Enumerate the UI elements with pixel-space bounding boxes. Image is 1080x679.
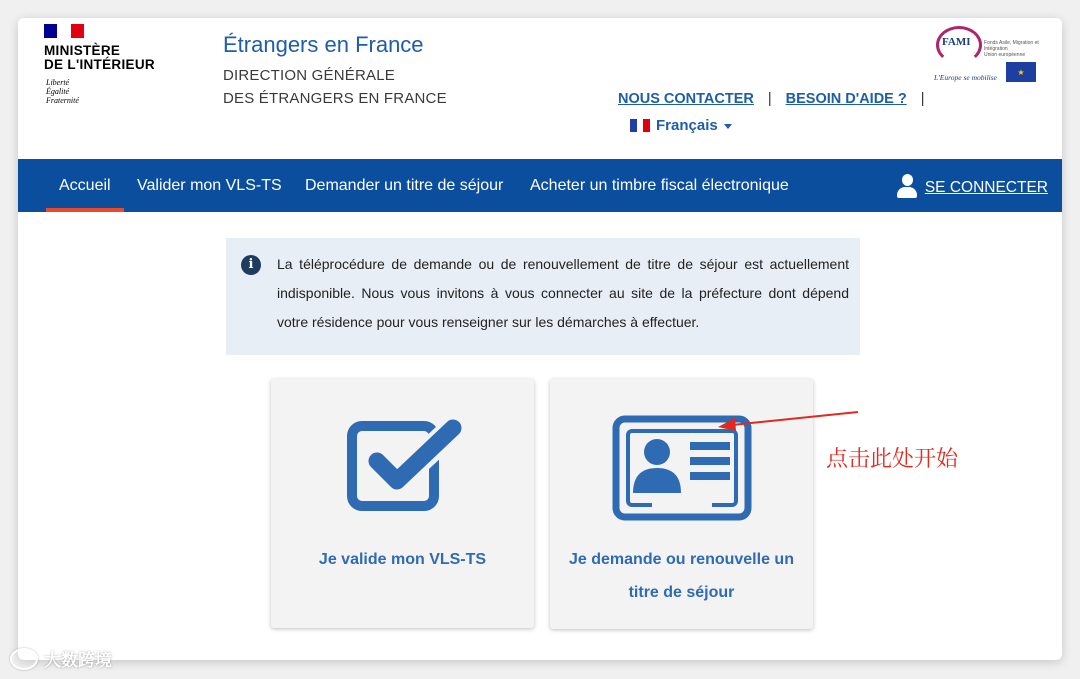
nav-item-accueil[interactable]: Accueil <box>59 159 111 212</box>
notice-box <box>226 238 860 355</box>
language-label: Français <box>656 117 718 134</box>
fami-logo <box>934 24 1044 84</box>
french-flag-icon <box>44 24 84 38</box>
language-selector[interactable] <box>630 117 732 134</box>
watermark <box>10 646 112 671</box>
tile-valider-vls-ts[interactable] <box>271 379 534 628</box>
annotation-text: 点击此处开始 <box>826 447 959 472</box>
notice-text: La téléprocédure de demande ou de renouvellement de titre de séjour est actuellement indisponible. Nous vous invitons à vous connecter au site de la préfecture dont dépend votre résidence pour vous renseigner sur les démarches à effectuer. <box>277 256 849 330</box>
ministry-motto: Liberté Égalité Fraternité <box>46 78 79 105</box>
tile-label: Je demande ou renouvelle un titre de séjour <box>569 551 794 601</box>
page-frame <box>18 18 1062 660</box>
info-icon: i <box>241 255 261 275</box>
nav-item-valider-vls-ts[interactable]: Valider mon VLS-TS <box>137 177 282 194</box>
nav-item-demander-titre[interactable]: Demander un titre de séjour <box>305 177 504 194</box>
fami-subtitle <box>984 40 1044 58</box>
watermark-text: 大数跨境 <box>44 651 112 671</box>
checkbox-check-icon <box>347 413 463 513</box>
annotation-arrow-icon <box>710 406 860 446</box>
chevron-down-icon <box>724 124 732 129</box>
site-subtitle-line1: DIRECTION GÉNÉRALE <box>223 67 395 84</box>
link-separator: | <box>920 91 925 107</box>
eu-flag-icon: ★ <box>1006 62 1036 82</box>
tile-label: Je valide mon VLS-TS <box>318 551 487 568</box>
login-label: SE CONNECTER <box>924 178 1048 196</box>
main-nav <box>18 159 1062 212</box>
user-icon <box>897 174 917 198</box>
fami-motto: L'Europe se mobilise <box>934 73 997 82</box>
login-button[interactable] <box>897 159 1048 212</box>
fami-name: FAMI <box>942 36 971 48</box>
french-flag-icon <box>630 119 650 132</box>
link-separator: | <box>767 91 772 107</box>
ministry-title: MINISTÈRE DE L'INTÉRIEUR <box>44 43 155 72</box>
site-subtitle-line2: DES ÉTRANGERS EN FRANCE <box>223 90 447 107</box>
site-title[interactable]: Étrangers en France <box>223 32 424 57</box>
fami-subtitle-text: Fonds Asile, Migration et Intégration <box>984 40 1039 52</box>
site-header <box>18 18 1062 159</box>
watermark-logo-icon <box>10 648 38 670</box>
fami-eu-label: Union européenne <box>984 52 1026 58</box>
help-link[interactable]: BESOIN D'AIDE ? <box>785 91 907 107</box>
ministry-logo[interactable] <box>44 24 184 114</box>
contact-link[interactable]: NOUS CONTACTER <box>618 91 754 107</box>
header-links <box>618 91 939 107</box>
nav-item-timbre-fiscal[interactable]: Acheter un timbre fiscal électronique <box>530 177 789 194</box>
